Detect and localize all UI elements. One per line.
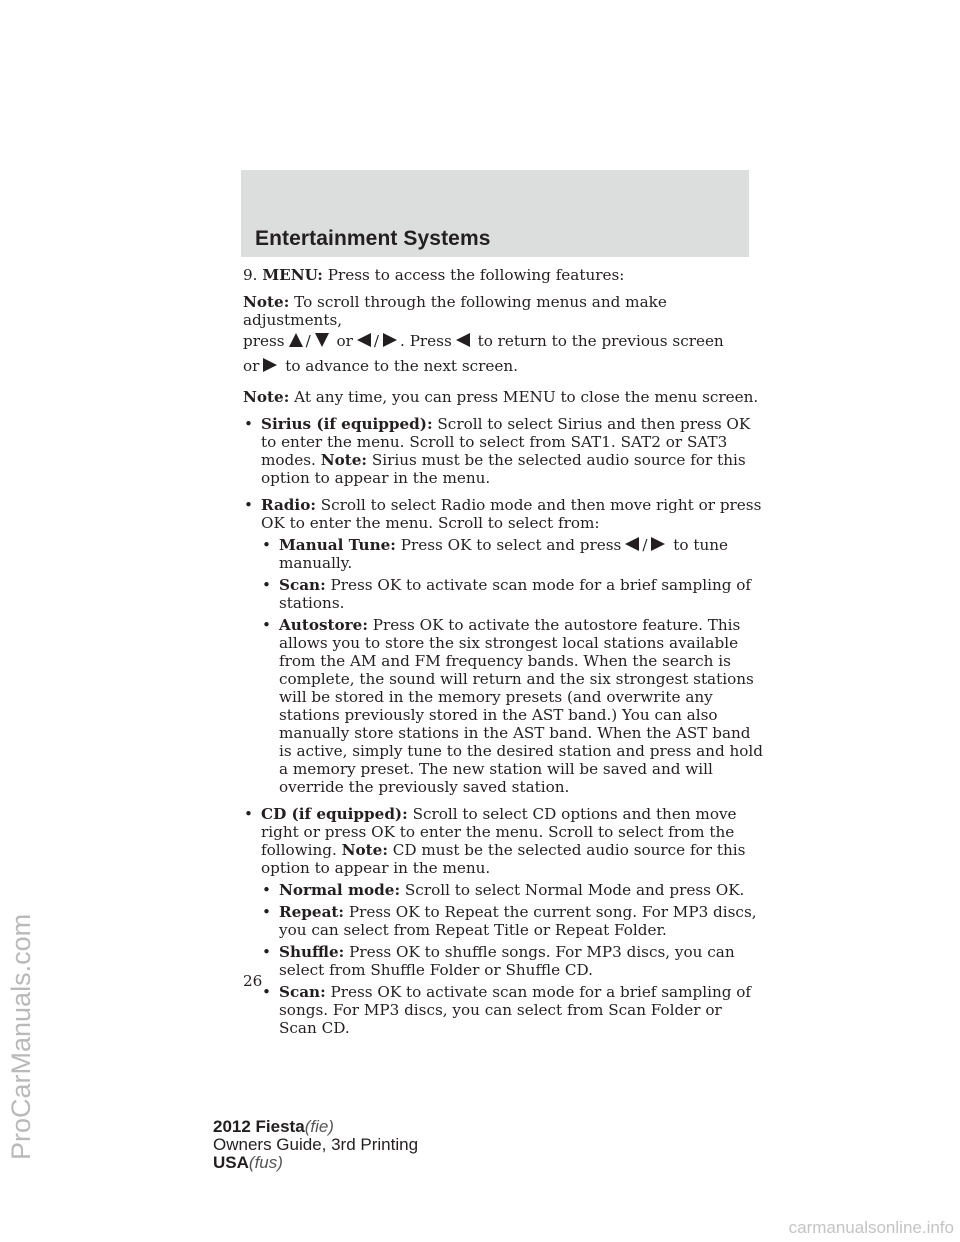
slash-text: / bbox=[305, 332, 311, 350]
or-text: or bbox=[243, 357, 260, 375]
left-arrow-icon bbox=[456, 333, 470, 347]
right-arrow-icon bbox=[263, 358, 277, 372]
down-arrow-icon bbox=[315, 333, 329, 347]
document-footer bbox=[213, 1118, 418, 1172]
menu-number: 9. bbox=[243, 266, 258, 284]
section-title: Entertainment Systems bbox=[255, 227, 491, 250]
list-item-sirius bbox=[243, 415, 763, 487]
cd-note-label: Note: bbox=[341, 841, 388, 859]
watermark-carmanualsonline: carmanualsonline.info bbox=[788, 1218, 954, 1237]
bullet-icon: • bbox=[244, 415, 253, 433]
list-item-shuffle bbox=[261, 943, 763, 979]
shuffle-text: Press OK to shuffle songs. For MP3 discs, you can select from Shuffle Folder or Shuffle CD. bbox=[279, 943, 735, 979]
bullet-icon: • bbox=[262, 881, 271, 899]
sirius-text: Scroll to select Sirius and then press OK to enter the menu. Scroll to select from SAT1. SAT2 or SAT3 modes. bbox=[261, 415, 751, 469]
advance-text: to advance to the next screen. bbox=[285, 357, 519, 375]
page-number: 26 bbox=[243, 972, 263, 990]
left-arrow-icon bbox=[625, 537, 639, 551]
repeat-label: Repeat: bbox=[279, 903, 345, 921]
list-item-cd-scan bbox=[261, 983, 763, 1037]
footer-model-code: (fie) bbox=[304, 1117, 334, 1136]
menu-text: Press to access the following features: bbox=[327, 266, 625, 284]
shuffle-label: Shuffle: bbox=[279, 943, 345, 961]
section-header bbox=[241, 170, 749, 257]
list-item-normal-mode bbox=[261, 881, 763, 899]
bullet-icon: • bbox=[262, 983, 271, 1001]
note-text: To scroll through the following menus and make adjustments, bbox=[243, 293, 667, 329]
footer-region: USA bbox=[213, 1153, 249, 1172]
press-text: . Press bbox=[400, 332, 452, 350]
right-arrow-icon bbox=[383, 333, 397, 347]
page-content bbox=[243, 266, 763, 1046]
cd-text: Scroll to select CD options and then move right or press OK to enter the menu. Scroll to select from the following. bbox=[261, 805, 737, 859]
radio-scan-label: Scan: bbox=[279, 576, 326, 594]
watermark-procarmanuals: ProCarManuals.com bbox=[6, 913, 36, 1160]
bullet-icon: • bbox=[262, 616, 271, 634]
note-label: Note: bbox=[243, 388, 290, 406]
menu-item bbox=[243, 266, 763, 284]
footer-region-code: (fus) bbox=[248, 1153, 283, 1172]
radio-sublist bbox=[261, 536, 763, 796]
bullet-icon: • bbox=[262, 903, 271, 921]
list-item-autostore bbox=[261, 616, 763, 796]
footer-model: 2012 Fiesta bbox=[213, 1117, 305, 1136]
note-label: Note: bbox=[243, 293, 290, 311]
or-text: or bbox=[336, 332, 353, 350]
bullet-icon: • bbox=[244, 496, 253, 514]
bullet-icon: • bbox=[262, 943, 271, 961]
radio-label: Radio: bbox=[261, 496, 316, 514]
manual-tune-label: Manual Tune: bbox=[279, 536, 396, 554]
list-item-repeat bbox=[261, 903, 763, 939]
cd-label: CD (if equipped): bbox=[261, 805, 408, 823]
list-item-radio bbox=[243, 496, 763, 796]
return-text: to return to the previous screen bbox=[477, 332, 724, 350]
repeat-text: Press OK to Repeat the current song. For MP3 discs, you can select from Repeat Title or Repeat Folder. bbox=[279, 903, 757, 939]
cd-note-text: CD must be the selected audio source for this option to appear in the menu. bbox=[261, 841, 746, 877]
autostore-label: Autostore: bbox=[279, 616, 368, 634]
note-close-menu bbox=[243, 388, 763, 406]
autostore-text: Press OK to activate the autostore feature. This allows you to store the six strongest local stations available from the AM and FM frequency bands. When the search is complete, the sound will return and the six strongest stations will be stored in the memory presets (and overwrite any stations previously stored in the AST band.) You can also manually store stations in the AST band. When the AST band is active, simply tune to the desired station and press and hold a memory preset. The new station will be saved and will override the previously saved station. bbox=[279, 616, 764, 796]
right-arrow-icon bbox=[651, 537, 665, 551]
normal-mode-text: Scroll to select Normal Mode and press OK. bbox=[404, 881, 745, 899]
sirius-note-text: Sirius must be the selected audio source for this option to appear in the menu. bbox=[261, 451, 746, 487]
footer-guide: Owners Guide, 3rd Printing bbox=[213, 1135, 419, 1154]
slash-text: / bbox=[642, 536, 648, 554]
press-text: press bbox=[243, 332, 285, 350]
sirius-note-label: Note: bbox=[320, 451, 368, 469]
bullet-icon: • bbox=[262, 576, 271, 594]
slash-text: / bbox=[373, 332, 380, 350]
manual-tune-text-end: to tune manually. bbox=[279, 536, 729, 572]
note-scroll bbox=[243, 293, 763, 379]
radio-text: Scroll to select Radio mode and then move right or press OK to enter the menu. Scroll to select from: bbox=[261, 496, 762, 532]
note-text: At any time, you can press MENU to close the menu screen. bbox=[294, 388, 759, 406]
cd-scan-text: Press OK to activate scan mode for a brief sampling of songs. For MP3 discs, you can select from Scan Folder or Scan CD. bbox=[279, 983, 752, 1037]
normal-mode-label: Normal mode: bbox=[279, 881, 401, 899]
menu-label: MENU: bbox=[262, 266, 323, 284]
sirius-label: Sirius (if equipped): bbox=[261, 415, 433, 433]
up-arrow-icon bbox=[289, 333, 303, 347]
bullet-icon: • bbox=[262, 536, 271, 554]
list-item-manual-tune bbox=[261, 536, 763, 572]
left-arrow-icon bbox=[357, 333, 371, 347]
list-item-cd bbox=[243, 805, 763, 1037]
list-item-radio-scan bbox=[261, 576, 763, 612]
radio-scan-text: Press OK to activate scan mode for a brief sampling of stations. bbox=[279, 576, 752, 612]
cd-scan-label: Scan: bbox=[279, 983, 326, 1001]
bullet-icon: • bbox=[244, 805, 253, 823]
manual-tune-text: Press OK to select and press bbox=[400, 536, 622, 554]
cd-sublist bbox=[261, 881, 763, 1037]
